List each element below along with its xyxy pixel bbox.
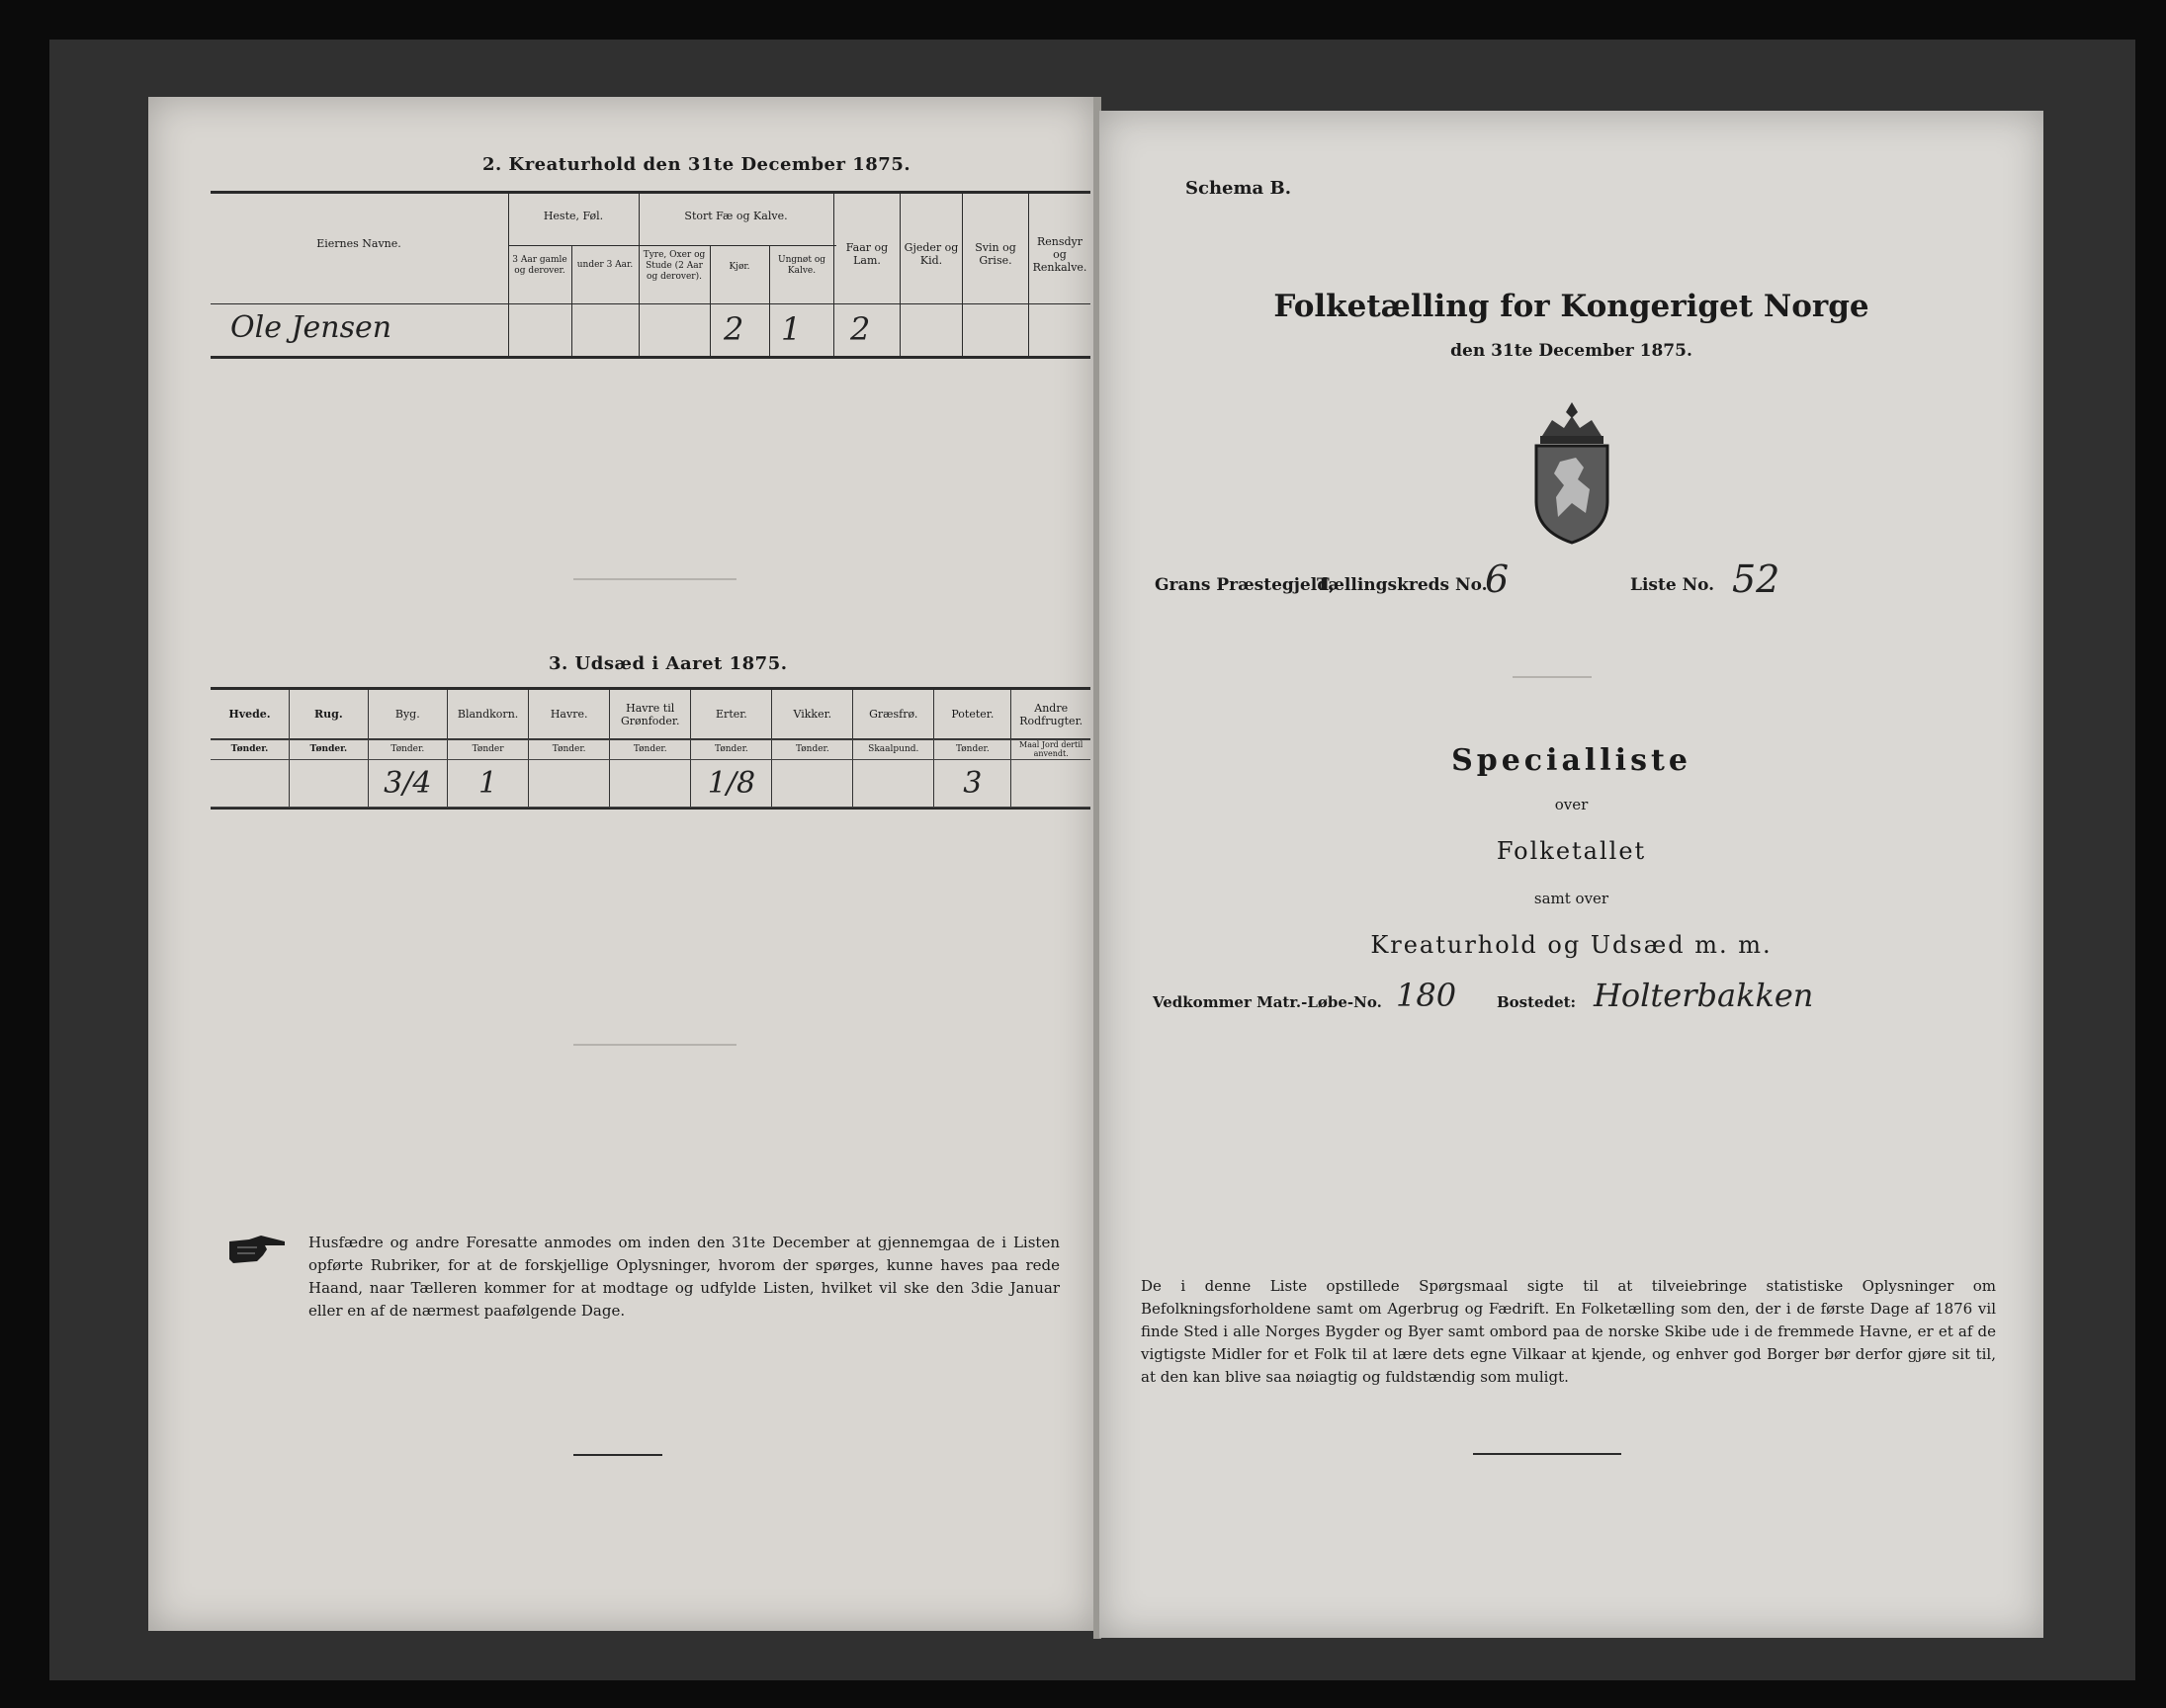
specialliste-heading: Specialliste bbox=[1451, 743, 1691, 778]
matr-value: 180 bbox=[1396, 977, 1457, 1014]
seed-unit-row bbox=[211, 739, 1090, 759]
right-page bbox=[1099, 111, 2043, 1638]
section2-title: 2. Kreaturhold den 31te December 1875. bbox=[482, 154, 911, 175]
seed-value: 3 bbox=[934, 759, 1011, 807]
seed-value: 3/4 bbox=[368, 759, 447, 807]
header-horses: Heste, Føl. bbox=[543, 210, 604, 222]
seed-value: 1 bbox=[447, 759, 528, 807]
col-line bbox=[833, 194, 834, 356]
seed-unit: Tønder. bbox=[934, 739, 1011, 759]
header-cattle-c: Ungnøt og Kalve. bbox=[777, 255, 825, 276]
norway-coat-of-arms-icon bbox=[1513, 402, 1631, 547]
seed-unit: Tønder bbox=[447, 739, 528, 759]
header-pigs: Svin og Grise. bbox=[975, 241, 1016, 267]
calves-count: 1 bbox=[781, 310, 802, 348]
seed-value bbox=[610, 759, 691, 807]
seed-value-row bbox=[211, 759, 1090, 807]
left-page bbox=[148, 97, 1095, 1631]
bosted-value: Holterbakken bbox=[1594, 977, 1814, 1014]
separator-short bbox=[573, 1454, 662, 1456]
seed-value bbox=[529, 759, 610, 807]
seed-header: Byg. bbox=[368, 690, 447, 739]
separator-short bbox=[573, 1044, 736, 1046]
matr-label: Vedkommer Matr.-Løbe-No. bbox=[1153, 993, 1382, 1011]
title-date: den 31te December 1875. bbox=[1450, 341, 1692, 361]
notice-text: Husfædre og andre Foresatte anmodes om inden den 31te December at gjennemgaa de i Listen opførte Rubriker, for at de forskjellige Oplysninger, hvorom der spørges, kunne haves paa rede Haand, naar Tælleren kommer for at modtage og udfylde Listen, hvilket vil ske den 3die Januar eller en af de nærmest paafølgende Dage. bbox=[308, 1234, 1060, 1320]
seed-header: Havre til Grønfoder. bbox=[610, 690, 691, 739]
table-top-rule bbox=[211, 191, 1090, 194]
seed-table bbox=[211, 690, 1090, 808]
header-goats: Gjeder og Kid. bbox=[904, 241, 959, 267]
cows-count: 2 bbox=[724, 310, 744, 348]
seed-value bbox=[1011, 759, 1090, 807]
header-horses-b: under 3 Aar. bbox=[576, 260, 634, 270]
district-label: Tællingskreds No. bbox=[1317, 575, 1488, 595]
folketallet-heading: Folketallet bbox=[1496, 837, 1647, 865]
schema-label: Schema B. bbox=[1185, 178, 1291, 199]
seed-unit: Tønder. bbox=[211, 739, 289, 759]
seed-value: 1/8 bbox=[691, 759, 772, 807]
header-cattle-a: Tyre, Oxer og Stude (2 Aar og derover). bbox=[643, 250, 706, 282]
separator-short bbox=[573, 578, 736, 580]
section3-title: 3. Udsæd i Aaret 1875. bbox=[549, 653, 788, 674]
header-owner: Eiernes Navne. bbox=[316, 237, 401, 250]
seed-value bbox=[289, 759, 368, 807]
seed-header: Hvede. bbox=[211, 690, 289, 739]
seed-unit: Maal Jord dertil anvendt. bbox=[1011, 739, 1090, 759]
col-line bbox=[769, 245, 770, 356]
sheep-count: 2 bbox=[850, 310, 871, 348]
seed-unit: Tønder. bbox=[368, 739, 447, 759]
footer-text: De i denne Liste opstillede Spørgsmaal sigte til at tilveiebringe statistiske Oplysninger om Befolkningsforholdene samt om Agerbrug og Fædrift. En Folketælling som den, der i de første Dage af 1876 vil finde Sted i alle Norges Bygder og Byer samt ombord paa de norske Skibe ude i de fremmede Havne, er et af de vigtigste Midler for et Folk til at lære dets egne Vilkaar at kjende, og enhver god Borger bør derfor gjøre sit til, at den kan blive saa nøiagtig og fuldstændig som muligt. bbox=[1141, 1277, 1996, 1386]
seed-header: Erter. bbox=[691, 690, 772, 739]
separator-short bbox=[1473, 1453, 1621, 1455]
pointing-hand-icon bbox=[227, 1234, 289, 1267]
bosted-label: Bostedet: bbox=[1497, 993, 1577, 1011]
seed-unit: Tønder. bbox=[610, 739, 691, 759]
seed-header: Blandkorn. bbox=[447, 690, 528, 739]
owner-name: Ole Jensen bbox=[230, 310, 392, 345]
seed-header: Havre. bbox=[529, 690, 610, 739]
sub-header-line bbox=[508, 245, 836, 246]
seed-value bbox=[853, 759, 934, 807]
seed-header: Poteter. bbox=[934, 690, 1011, 739]
col-line bbox=[900, 194, 901, 356]
seed-unit: Tønder. bbox=[529, 739, 610, 759]
samt-over-text: samt over bbox=[1533, 890, 1609, 907]
seed-unit: Tønder. bbox=[772, 739, 853, 759]
seed-header: Græsfrø. bbox=[853, 690, 934, 739]
col-line bbox=[571, 245, 572, 356]
header-cattle: Stort Fæ og Kalve. bbox=[684, 210, 788, 222]
header-sheep: Faar og Lam. bbox=[845, 241, 889, 267]
seed-unit: Tønder. bbox=[289, 739, 368, 759]
seed-unit: Skaalpund. bbox=[853, 739, 934, 759]
header-cattle-b: Kjør. bbox=[729, 262, 750, 272]
district-value: 6 bbox=[1485, 557, 1510, 601]
col-line bbox=[962, 194, 963, 356]
main-title: Folketælling for Kongeriget Norge bbox=[1273, 289, 1869, 324]
header-horses-a: 3 Aar gamle og derover. bbox=[512, 255, 567, 276]
header-reindeer: Rensdyr og Renkalve. bbox=[1032, 235, 1087, 274]
list-label: Liste No. bbox=[1630, 575, 1715, 595]
seed-header: Vikker. bbox=[772, 690, 853, 739]
seed-value bbox=[211, 759, 289, 807]
seed-header: Andre Rodfrugter. bbox=[1011, 690, 1090, 739]
seed-header: Rug. bbox=[289, 690, 368, 739]
separator-short bbox=[1513, 676, 1592, 678]
list-value: 52 bbox=[1732, 557, 1780, 601]
seed-header-row bbox=[211, 690, 1090, 739]
table-bottom-rule bbox=[211, 356, 1090, 359]
parish-label: Grans Præstegjeld, bbox=[1155, 575, 1336, 595]
over-text: over bbox=[1554, 796, 1589, 813]
col-line bbox=[710, 245, 711, 356]
col-line bbox=[1028, 194, 1029, 356]
kreaturhold-heading: Kreaturhold og Udsæd m. m. bbox=[1370, 931, 1773, 959]
seed-value bbox=[772, 759, 853, 807]
header-divider bbox=[211, 303, 1090, 304]
seed-unit: Tønder. bbox=[691, 739, 772, 759]
